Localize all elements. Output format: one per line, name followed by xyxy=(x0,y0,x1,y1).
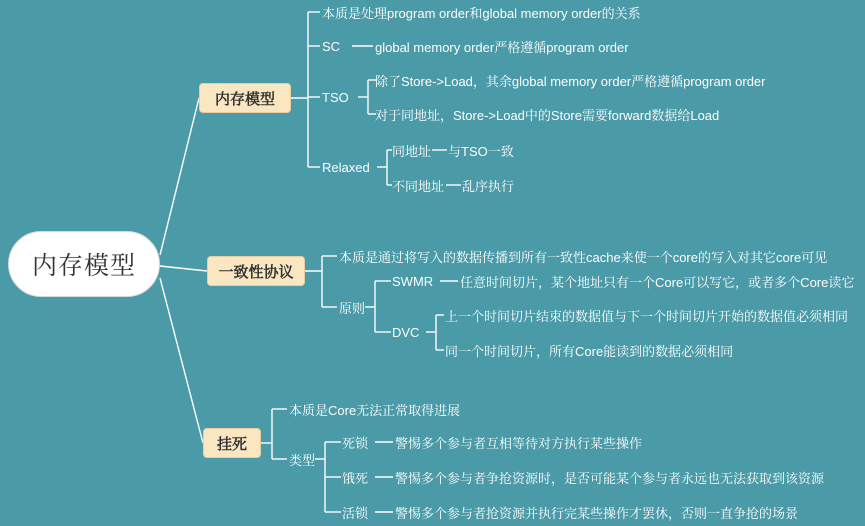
sub-node-relaxed-diff-address[interactable]: 不同地址 xyxy=(392,178,445,194)
sub-node-dvc[interactable]: DVC xyxy=(392,324,420,340)
leaf-memory-model-essence: 本质是处理program order和global memory order的关系 xyxy=(322,5,641,21)
sub-node-livelock[interactable]: 活锁 xyxy=(342,505,369,521)
sub-node-tso[interactable]: TSO xyxy=(322,89,349,105)
branch-node-label: 挂死 xyxy=(216,435,247,453)
leaf-livelock-detail: 警惕多个参与者抢资源并执行完某些操作才罢休，否则一直争抢的场景 xyxy=(395,505,799,521)
leaf-starvation-detail: 警惕多个参与者争抢资源时，是否可能某个参与者永远也无法获取到该资源 xyxy=(395,470,825,486)
branch-node-hang[interactable] xyxy=(203,428,261,458)
root-node[interactable] xyxy=(8,231,160,297)
sub-node-relaxed-same-address[interactable]: 同地址 xyxy=(392,143,432,159)
leaf-coherence-essence: 本质是通过将写入的数据传播到所有一致性cache来使一个core的写入对其它core可见 xyxy=(339,249,828,265)
sub-node-sc[interactable]: SC xyxy=(322,38,341,54)
sub-node-hang-types[interactable]: 类型 xyxy=(289,452,316,468)
leaf-hang-essence: 本质是Core无法正常取得进展 xyxy=(289,402,461,418)
leaf-dvc-detail-2: 同一个时间切片，所有Core能读到的数据必须相同 xyxy=(445,343,734,359)
leaf-relaxed-diff-address-detail: 乱序执行 xyxy=(462,178,515,194)
branch-node-memory-model[interactable] xyxy=(199,83,291,113)
leaf-swmr-detail: 任意时间切片，某个地址只有一个Core可以写它，或者多个Core读它 xyxy=(460,274,855,290)
leaf-relaxed-same-address-detail: 与TSO一致 xyxy=(448,143,514,159)
branch-node-label: 一致性协议 xyxy=(218,263,294,281)
leaf-tso-detail-1: 除了Store->Load，其余global memory order严格遵循program order xyxy=(375,73,766,89)
branch-node-coherence-protocol[interactable] xyxy=(207,256,305,286)
leaf-dvc-detail-1: 上一个时间切片结束的数据值与下一个时间切片开始的数据值必须相同 xyxy=(445,308,849,324)
leaf-tso-detail-2: 对于同地址，Store->Load中的Store需要forward数据给Load xyxy=(375,107,720,123)
sub-node-starvation[interactable]: 饿死 xyxy=(342,470,369,486)
leaf-sc-detail: global memory order严格遵循program order xyxy=(375,39,629,55)
leaf-deadlock-detail: 警惕多个参与者互相等待对方执行某些操作 xyxy=(395,435,643,451)
sub-node-deadlock[interactable]: 死锁 xyxy=(342,435,369,451)
sub-node-swmr[interactable]: SWMR xyxy=(392,273,434,289)
sub-node-relaxed[interactable]: Relaxed xyxy=(322,159,370,175)
root-node-label: 内存模型 xyxy=(31,252,136,280)
branch-node-label: 内存模型 xyxy=(214,90,275,108)
sub-node-principles[interactable]: 原则 xyxy=(339,300,366,316)
